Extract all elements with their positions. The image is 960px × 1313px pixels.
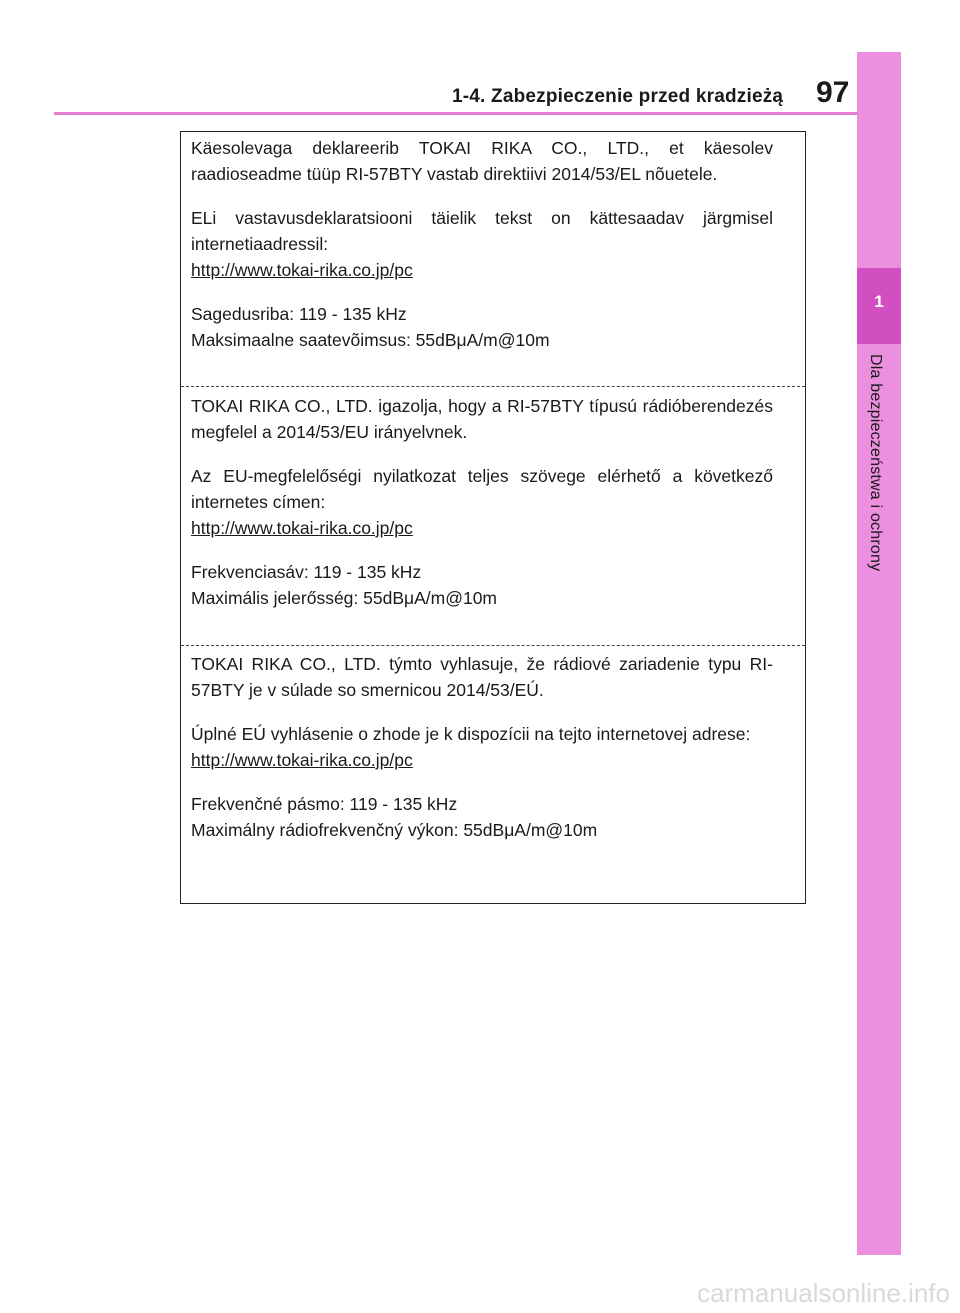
declaration-link[interactable]: http://www.tokai-rika.co.jp/pc	[191, 260, 413, 280]
chapter-tab	[857, 52, 901, 1255]
chapter-label: Dla bezpieczeństwa i ochrony	[867, 354, 884, 572]
declaration-box	[180, 131, 806, 904]
max-power: Maximálny rádiofrekvenčný výkon: 55dBμA/m@10m	[191, 820, 598, 840]
declaration-text: TOKAI RIKA CO., LTD. týmto vyhlasuje, že rádiové zariadenie typu RI-57BTY je v súlade so smernicou 2014/53/EÚ.	[191, 654, 773, 700]
section-divider	[181, 386, 805, 387]
section-title: 1-4. Zabezpieczenie przed kradzieżą	[452, 86, 784, 107]
header-rule	[54, 112, 858, 115]
declaration-hungarian	[181, 393, 805, 611]
section-divider	[181, 645, 805, 646]
chapter-number: 1	[874, 292, 884, 311]
page-number: 97	[816, 76, 850, 109]
declaration-link[interactable]: http://www.tokai-rika.co.jp/pc	[191, 518, 413, 538]
watermark: carmanualsonline.info	[697, 1278, 950, 1308]
declaration-link[interactable]: http://www.tokai-rika.co.jp/pc	[191, 750, 413, 770]
declaration-text: TOKAI RIKA CO., LTD. igazolja, hogy a RI-57BTY típusú rádióberendezés megfelel a 2014/53/EU irányelvnek.	[191, 396, 773, 442]
declaration-text: Käesolevaga deklareerib TOKAI RIKA CO., LTD., et käesolev raadioseadme tüüp RI-57BTY vastab direktiivi 2014/53/EL nõuetele.	[191, 138, 773, 184]
full-text-intro: Az EU-megfelelőségi nyilatkozat teljes szövege elérhető a következő internetes címen:	[191, 466, 773, 512]
frequency-band: Frekvenciasáv: 119 - 135 kHz	[191, 562, 422, 582]
declaration-estonian	[181, 135, 805, 353]
full-text-intro: Úplné EÚ vyhlásenie o zhode je k dispozícii na tejto internetovej adrese:	[191, 724, 751, 744]
max-power: Maksimaalne saatevõimsus: 55dBμA/m@10m	[191, 330, 550, 350]
full-text-intro: ELi vastavusdeklaratsiooni täielik tekst on kättesaadav järgmisel internetiaadressil:	[191, 208, 773, 254]
max-power: Maximális jelerősség: 55dBμA/m@10m	[191, 588, 498, 608]
frequency-band: Sagedusriba: 119 - 135 kHz	[191, 304, 407, 324]
frequency-band: Frekvenčné pásmo: 119 - 135 kHz	[191, 794, 458, 814]
declaration-slovak	[181, 651, 805, 843]
